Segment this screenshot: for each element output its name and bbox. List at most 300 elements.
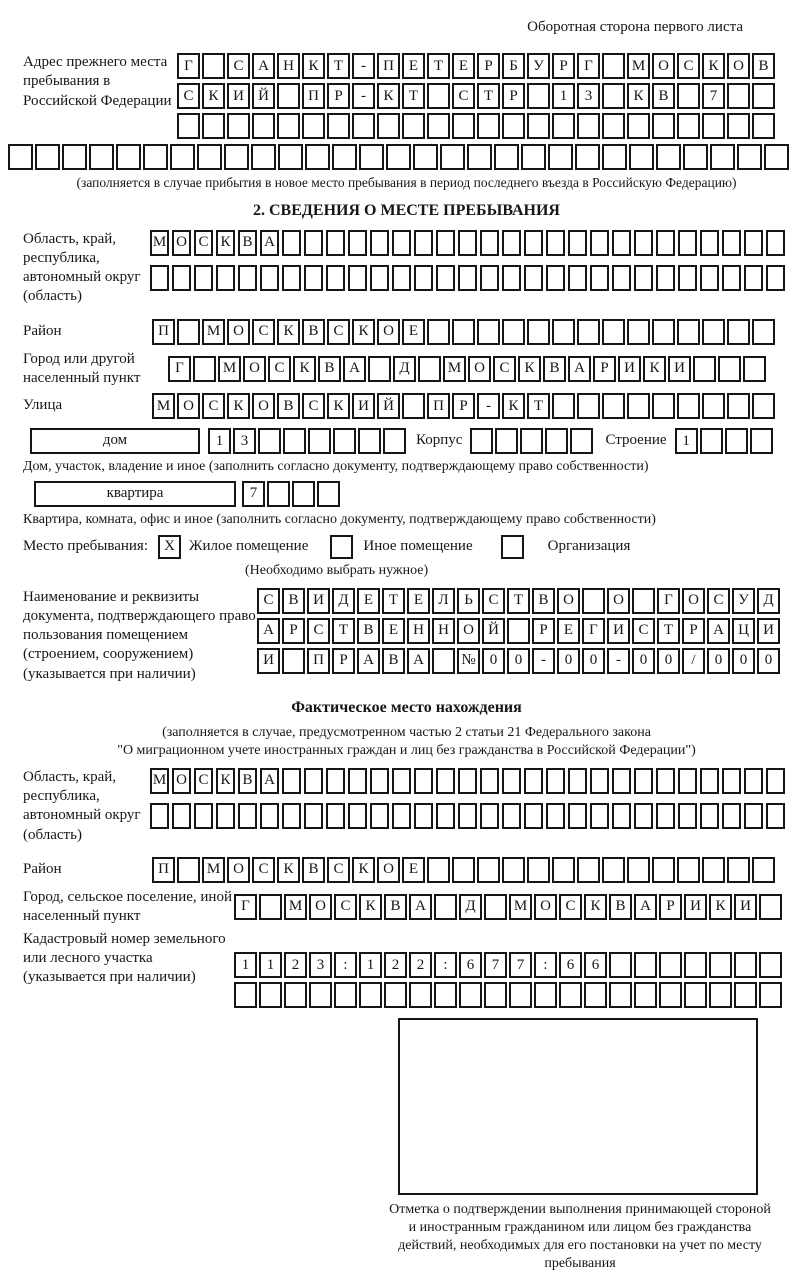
- char-cell[interactable]: [570, 428, 593, 454]
- char-cell[interactable]: [546, 803, 565, 829]
- char-cell[interactable]: [177, 113, 200, 139]
- char-cell[interactable]: [568, 265, 587, 291]
- char-cell[interactable]: [627, 393, 650, 419]
- char-cell[interactable]: [377, 113, 400, 139]
- char-cell[interactable]: [659, 952, 682, 978]
- char-cell[interactable]: 1: [234, 952, 257, 978]
- char-cell[interactable]: В: [238, 230, 257, 256]
- char-cell[interactable]: [234, 982, 257, 1008]
- char-cell[interactable]: О: [468, 356, 491, 382]
- char-cell[interactable]: [700, 803, 719, 829]
- char-cell[interactable]: [602, 857, 625, 883]
- char-cell[interactable]: [659, 982, 682, 1008]
- char-cell[interactable]: [527, 83, 550, 109]
- char-cell[interactable]: [678, 768, 697, 794]
- char-cell[interactable]: [480, 230, 499, 256]
- char-cell[interactable]: [348, 230, 367, 256]
- char-cell[interactable]: [197, 144, 222, 170]
- char-cell[interactable]: П: [152, 857, 175, 883]
- char-cell[interactable]: [524, 230, 543, 256]
- char-cell[interactable]: И: [352, 393, 375, 419]
- char-cell[interactable]: [304, 803, 323, 829]
- char-cell[interactable]: -: [352, 53, 375, 79]
- char-cell[interactable]: Ь: [457, 588, 480, 614]
- char-cell[interactable]: А: [260, 768, 279, 794]
- char-cell[interactable]: [392, 230, 411, 256]
- char-cell[interactable]: [727, 319, 750, 345]
- char-cell[interactable]: Т: [327, 53, 350, 79]
- char-cell[interactable]: [750, 428, 773, 454]
- char-cell[interactable]: [509, 982, 532, 1008]
- char-cell[interactable]: [370, 265, 389, 291]
- char-cell[interactable]: [590, 803, 609, 829]
- char-cell[interactable]: -: [352, 83, 375, 109]
- char-cell[interactable]: [602, 319, 625, 345]
- char-cell[interactable]: К: [277, 319, 300, 345]
- char-cell[interactable]: К: [293, 356, 316, 382]
- char-cell[interactable]: [392, 803, 411, 829]
- char-cell[interactable]: [436, 803, 455, 829]
- char-cell[interactable]: :: [334, 952, 357, 978]
- char-cell[interactable]: В: [357, 618, 380, 644]
- char-cell[interactable]: К: [202, 83, 225, 109]
- char-cell[interactable]: 0: [732, 648, 755, 674]
- char-cell[interactable]: [634, 803, 653, 829]
- char-cell[interactable]: [568, 230, 587, 256]
- char-cell[interactable]: К: [352, 857, 375, 883]
- char-cell[interactable]: [602, 113, 625, 139]
- char-cell[interactable]: С: [559, 894, 582, 920]
- char-cell[interactable]: М: [150, 230, 169, 256]
- char-cell[interactable]: Г: [582, 618, 605, 644]
- char-cell[interactable]: [282, 230, 301, 256]
- char-cell[interactable]: А: [357, 648, 380, 674]
- char-cell[interactable]: [414, 230, 433, 256]
- char-cell[interactable]: В: [543, 356, 566, 382]
- char-cell[interactable]: [634, 768, 653, 794]
- char-cell[interactable]: [484, 982, 507, 1008]
- char-cell[interactable]: С: [302, 393, 325, 419]
- other-premises-checkbox[interactable]: [330, 535, 353, 559]
- char-cell[interactable]: [678, 265, 697, 291]
- char-cell[interactable]: [552, 857, 575, 883]
- char-cell[interactable]: Р: [532, 618, 555, 644]
- char-cell[interactable]: [116, 144, 141, 170]
- char-cell[interactable]: 6: [584, 952, 607, 978]
- char-cell[interactable]: И: [734, 894, 757, 920]
- char-cell[interactable]: [702, 113, 725, 139]
- char-cell[interactable]: Е: [382, 618, 405, 644]
- char-cell[interactable]: -: [532, 648, 555, 674]
- char-cell[interactable]: [502, 319, 525, 345]
- char-cell[interactable]: Г: [177, 53, 200, 79]
- char-cell[interactable]: У: [527, 53, 550, 79]
- char-cell[interactable]: О: [227, 319, 250, 345]
- char-cell[interactable]: [702, 857, 725, 883]
- char-cell[interactable]: [627, 113, 650, 139]
- char-cell[interactable]: Р: [282, 618, 305, 644]
- char-cell[interactable]: [359, 144, 384, 170]
- char-cell[interactable]: О: [534, 894, 557, 920]
- char-cell[interactable]: [305, 144, 330, 170]
- char-cell[interactable]: [627, 857, 650, 883]
- char-cell[interactable]: 7: [242, 481, 265, 507]
- char-cell[interactable]: [752, 319, 775, 345]
- char-cell[interactable]: [304, 265, 323, 291]
- house-box[interactable]: дом: [30, 428, 200, 454]
- char-cell[interactable]: К: [518, 356, 541, 382]
- char-cell[interactable]: [710, 144, 735, 170]
- char-cell[interactable]: [458, 230, 477, 256]
- char-cell[interactable]: [392, 768, 411, 794]
- char-cell[interactable]: [427, 83, 450, 109]
- char-cell[interactable]: [370, 230, 389, 256]
- char-cell[interactable]: [502, 265, 521, 291]
- char-cell[interactable]: Г: [168, 356, 191, 382]
- char-cell[interactable]: О: [727, 53, 750, 79]
- char-cell[interactable]: [602, 144, 627, 170]
- char-cell[interactable]: К: [216, 768, 235, 794]
- char-cell[interactable]: 0: [507, 648, 530, 674]
- char-cell[interactable]: 3: [577, 83, 600, 109]
- char-cell[interactable]: М: [202, 319, 225, 345]
- char-cell[interactable]: [227, 113, 250, 139]
- char-cell[interactable]: [584, 982, 607, 1008]
- char-cell[interactable]: [656, 768, 675, 794]
- char-cell[interactable]: [358, 428, 381, 454]
- char-cell[interactable]: А: [260, 230, 279, 256]
- char-cell[interactable]: [759, 894, 782, 920]
- char-cell[interactable]: К: [377, 83, 400, 109]
- char-cell[interactable]: [224, 144, 249, 170]
- char-cell[interactable]: [309, 982, 332, 1008]
- char-cell[interactable]: /: [682, 648, 705, 674]
- char-cell[interactable]: [582, 588, 605, 614]
- char-cell[interactable]: [546, 230, 565, 256]
- char-cell[interactable]: [477, 857, 500, 883]
- char-cell[interactable]: [458, 803, 477, 829]
- char-cell[interactable]: К: [702, 53, 725, 79]
- char-cell[interactable]: [282, 803, 301, 829]
- char-cell[interactable]: [743, 356, 766, 382]
- char-cell[interactable]: [656, 265, 675, 291]
- char-cell[interactable]: [370, 768, 389, 794]
- char-cell[interactable]: [527, 113, 550, 139]
- char-cell[interactable]: [609, 952, 632, 978]
- char-cell[interactable]: [251, 144, 276, 170]
- char-cell[interactable]: [700, 768, 719, 794]
- char-cell[interactable]: [35, 144, 60, 170]
- char-cell[interactable]: [436, 768, 455, 794]
- char-cell[interactable]: К: [627, 83, 650, 109]
- char-cell[interactable]: [402, 113, 425, 139]
- char-cell[interactable]: [577, 113, 600, 139]
- char-cell[interactable]: П: [427, 393, 450, 419]
- char-cell[interactable]: С: [677, 53, 700, 79]
- char-cell[interactable]: Т: [427, 53, 450, 79]
- char-cell[interactable]: Д: [332, 588, 355, 614]
- organization-checkbox[interactable]: [501, 535, 524, 559]
- char-cell[interactable]: [577, 857, 600, 883]
- char-cell[interactable]: С: [632, 618, 655, 644]
- char-cell[interactable]: [348, 265, 367, 291]
- char-cell[interactable]: [677, 83, 700, 109]
- char-cell[interactable]: [634, 982, 657, 1008]
- char-cell[interactable]: Б: [502, 53, 525, 79]
- char-cell[interactable]: [480, 265, 499, 291]
- char-cell[interactable]: [734, 982, 757, 1008]
- char-cell[interactable]: А: [252, 53, 275, 79]
- char-cell[interactable]: [683, 144, 708, 170]
- char-cell[interactable]: Е: [452, 53, 475, 79]
- char-cell[interactable]: Т: [402, 83, 425, 109]
- char-cell[interactable]: 1: [552, 83, 575, 109]
- char-cell[interactable]: [413, 144, 438, 170]
- char-cell[interactable]: С: [202, 393, 225, 419]
- char-cell[interactable]: [259, 982, 282, 1008]
- char-cell[interactable]: [722, 230, 741, 256]
- char-cell[interactable]: [656, 144, 681, 170]
- char-cell[interactable]: [534, 982, 557, 1008]
- char-cell[interactable]: [629, 144, 654, 170]
- char-cell[interactable]: В: [532, 588, 555, 614]
- char-cell[interactable]: [467, 144, 492, 170]
- char-cell[interactable]: [194, 803, 213, 829]
- char-cell[interactable]: В: [652, 83, 675, 109]
- char-cell[interactable]: [634, 230, 653, 256]
- char-cell[interactable]: [677, 113, 700, 139]
- char-cell[interactable]: [258, 428, 281, 454]
- char-cell[interactable]: [752, 393, 775, 419]
- char-cell[interactable]: [766, 265, 785, 291]
- char-cell[interactable]: С: [268, 356, 291, 382]
- char-cell[interactable]: [545, 428, 568, 454]
- char-cell[interactable]: Т: [657, 618, 680, 644]
- char-cell[interactable]: В: [302, 319, 325, 345]
- char-cell[interactable]: [602, 393, 625, 419]
- char-cell[interactable]: [552, 319, 575, 345]
- char-cell[interactable]: П: [302, 83, 325, 109]
- char-cell[interactable]: В: [384, 894, 407, 920]
- char-cell[interactable]: [700, 428, 723, 454]
- char-cell[interactable]: О: [682, 588, 705, 614]
- char-cell[interactable]: [352, 113, 375, 139]
- char-cell[interactable]: [177, 319, 200, 345]
- char-cell[interactable]: [494, 144, 519, 170]
- char-cell[interactable]: [709, 982, 732, 1008]
- char-cell[interactable]: [559, 982, 582, 1008]
- char-cell[interactable]: О: [607, 588, 630, 614]
- char-cell[interactable]: Т: [527, 393, 550, 419]
- char-cell[interactable]: С: [334, 894, 357, 920]
- char-cell[interactable]: [548, 144, 573, 170]
- char-cell[interactable]: [725, 428, 748, 454]
- char-cell[interactable]: [502, 803, 521, 829]
- char-cell[interactable]: [260, 803, 279, 829]
- char-cell[interactable]: 2: [384, 952, 407, 978]
- char-cell[interactable]: И: [668, 356, 691, 382]
- char-cell[interactable]: [267, 481, 290, 507]
- char-cell[interactable]: :: [534, 952, 557, 978]
- char-cell[interactable]: С: [707, 588, 730, 614]
- char-cell[interactable]: У: [732, 588, 755, 614]
- char-cell[interactable]: [402, 393, 425, 419]
- char-cell[interactable]: [700, 265, 719, 291]
- char-cell[interactable]: [292, 481, 315, 507]
- char-cell[interactable]: [502, 230, 521, 256]
- char-cell[interactable]: [452, 113, 475, 139]
- char-cell[interactable]: М: [152, 393, 175, 419]
- char-cell[interactable]: Д: [757, 588, 780, 614]
- char-cell[interactable]: [524, 265, 543, 291]
- char-cell[interactable]: [521, 144, 546, 170]
- char-cell[interactable]: 3: [309, 952, 332, 978]
- char-cell[interactable]: Т: [382, 588, 405, 614]
- char-cell[interactable]: М: [509, 894, 532, 920]
- char-cell[interactable]: С: [177, 83, 200, 109]
- char-cell[interactable]: [172, 265, 191, 291]
- char-cell[interactable]: [386, 144, 411, 170]
- char-cell[interactable]: О: [377, 857, 400, 883]
- char-cell[interactable]: [434, 982, 457, 1008]
- char-cell[interactable]: 0: [757, 648, 780, 674]
- char-cell[interactable]: [194, 265, 213, 291]
- char-cell[interactable]: [172, 803, 191, 829]
- char-cell[interactable]: О: [177, 393, 200, 419]
- char-cell[interactable]: Е: [402, 857, 425, 883]
- char-cell[interactable]: [718, 356, 741, 382]
- char-cell[interactable]: [484, 894, 507, 920]
- char-cell[interactable]: [317, 481, 340, 507]
- char-cell[interactable]: Е: [407, 588, 430, 614]
- char-cell[interactable]: М: [443, 356, 466, 382]
- char-cell[interactable]: [590, 768, 609, 794]
- char-cell[interactable]: Е: [402, 53, 425, 79]
- char-cell[interactable]: [527, 319, 550, 345]
- char-cell[interactable]: [427, 319, 450, 345]
- char-cell[interactable]: [89, 144, 114, 170]
- char-cell[interactable]: [727, 393, 750, 419]
- char-cell[interactable]: Л: [432, 588, 455, 614]
- char-cell[interactable]: Д: [393, 356, 416, 382]
- char-cell[interactable]: 2: [284, 952, 307, 978]
- char-cell[interactable]: [283, 428, 306, 454]
- char-cell[interactable]: [333, 428, 356, 454]
- char-cell[interactable]: [282, 648, 305, 674]
- char-cell[interactable]: [409, 982, 432, 1008]
- char-cell[interactable]: Г: [234, 894, 257, 920]
- char-cell[interactable]: [677, 857, 700, 883]
- char-cell[interactable]: [766, 768, 785, 794]
- char-cell[interactable]: В: [382, 648, 405, 674]
- char-cell[interactable]: Г: [577, 53, 600, 79]
- char-cell[interactable]: И: [307, 588, 330, 614]
- char-cell[interactable]: [332, 144, 357, 170]
- char-cell[interactable]: [480, 768, 499, 794]
- char-cell[interactable]: С: [482, 588, 505, 614]
- char-cell[interactable]: П: [152, 319, 175, 345]
- char-cell[interactable]: Р: [552, 53, 575, 79]
- residential-checkbox[interactable]: X: [158, 535, 181, 559]
- char-cell[interactable]: Е: [402, 319, 425, 345]
- char-cell[interactable]: [632, 588, 655, 614]
- char-cell[interactable]: [452, 857, 475, 883]
- char-cell[interactable]: А: [257, 618, 280, 644]
- char-cell[interactable]: [436, 265, 455, 291]
- char-cell[interactable]: К: [359, 894, 382, 920]
- char-cell[interactable]: К: [327, 393, 350, 419]
- char-cell[interactable]: [577, 319, 600, 345]
- char-cell[interactable]: 0: [707, 648, 730, 674]
- char-cell[interactable]: [612, 230, 631, 256]
- char-cell[interactable]: [520, 428, 543, 454]
- char-cell[interactable]: [656, 230, 675, 256]
- char-cell[interactable]: [590, 230, 609, 256]
- char-cell[interactable]: С: [227, 53, 250, 79]
- char-cell[interactable]: М: [150, 768, 169, 794]
- char-cell[interactable]: [652, 393, 675, 419]
- char-cell[interactable]: [252, 113, 275, 139]
- char-cell[interactable]: [216, 265, 235, 291]
- char-cell[interactable]: [383, 428, 406, 454]
- char-cell[interactable]: [602, 83, 625, 109]
- char-cell[interactable]: [627, 319, 650, 345]
- char-cell[interactable]: Р: [593, 356, 616, 382]
- char-cell[interactable]: 3: [233, 428, 256, 454]
- char-cell[interactable]: [308, 428, 331, 454]
- char-cell[interactable]: 1: [675, 428, 698, 454]
- char-cell[interactable]: В: [238, 768, 257, 794]
- char-cell[interactable]: [334, 982, 357, 1008]
- char-cell[interactable]: [744, 768, 763, 794]
- char-cell[interactable]: [326, 768, 345, 794]
- char-cell[interactable]: Р: [332, 648, 355, 674]
- char-cell[interactable]: [502, 768, 521, 794]
- char-cell[interactable]: [418, 356, 441, 382]
- char-cell[interactable]: [282, 265, 301, 291]
- char-cell[interactable]: 0: [632, 648, 655, 674]
- char-cell[interactable]: В: [609, 894, 632, 920]
- char-cell[interactable]: [568, 803, 587, 829]
- char-cell[interactable]: 1: [359, 952, 382, 978]
- char-cell[interactable]: К: [302, 53, 325, 79]
- char-cell[interactable]: [709, 952, 732, 978]
- char-cell[interactable]: [427, 857, 450, 883]
- char-cell[interactable]: В: [752, 53, 775, 79]
- char-cell[interactable]: [458, 265, 477, 291]
- char-cell[interactable]: [427, 113, 450, 139]
- char-cell[interactable]: [368, 356, 391, 382]
- char-cell[interactable]: [634, 952, 657, 978]
- char-cell[interactable]: [278, 144, 303, 170]
- char-cell[interactable]: [432, 648, 455, 674]
- char-cell[interactable]: 0: [557, 648, 580, 674]
- char-cell[interactable]: [609, 982, 632, 1008]
- char-cell[interactable]: Д: [459, 894, 482, 920]
- char-cell[interactable]: [384, 982, 407, 1008]
- char-cell[interactable]: [495, 428, 518, 454]
- char-cell[interactable]: [440, 144, 465, 170]
- char-cell[interactable]: В: [277, 393, 300, 419]
- char-cell[interactable]: Т: [332, 618, 355, 644]
- char-cell[interactable]: К: [709, 894, 732, 920]
- char-cell[interactable]: 7: [702, 83, 725, 109]
- char-cell[interactable]: И: [757, 618, 780, 644]
- char-cell[interactable]: С: [307, 618, 330, 644]
- apartment-box[interactable]: квартира: [34, 481, 236, 507]
- char-cell[interactable]: 0: [482, 648, 505, 674]
- char-cell[interactable]: [177, 857, 200, 883]
